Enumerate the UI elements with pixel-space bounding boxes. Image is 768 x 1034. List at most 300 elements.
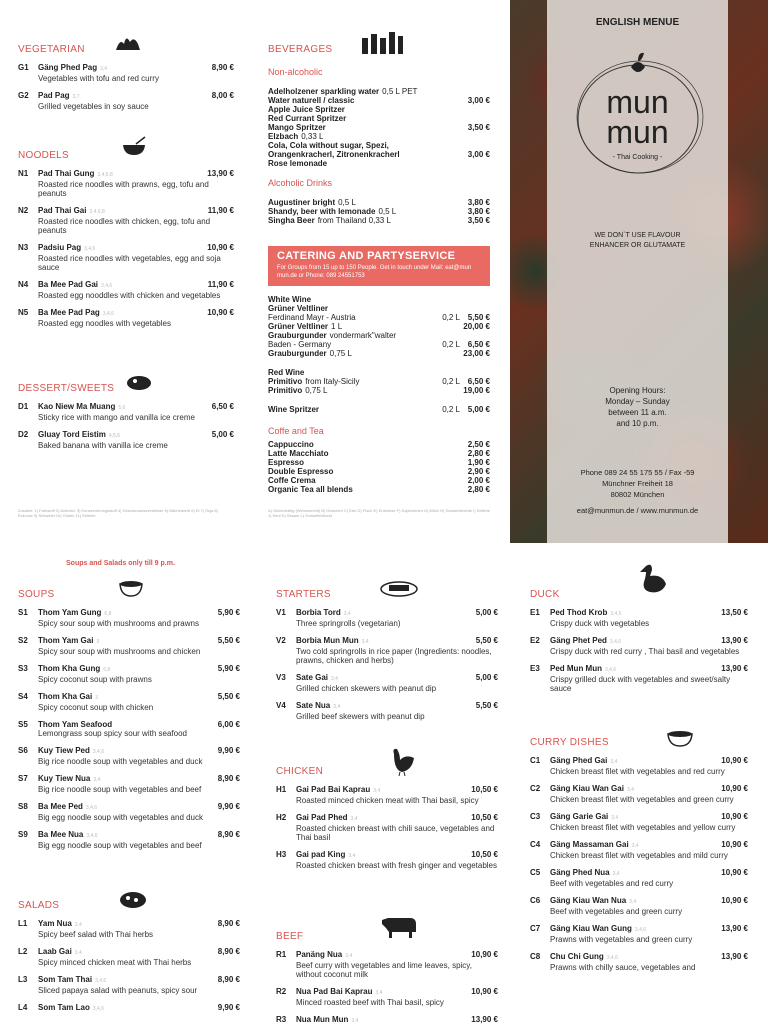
beverage-row xyxy=(268,458,490,467)
bev-list xyxy=(268,368,490,395)
soups-salads-note: Soups and Salads only till 9 p.m. xyxy=(66,560,175,567)
section-title: SOUPS xyxy=(18,589,55,600)
item-price: 8,90 € xyxy=(217,830,240,839)
beverage-row xyxy=(268,485,490,494)
section-title: CURRY DISHES xyxy=(530,737,609,748)
item-name-text: Gäng Phet Ped xyxy=(550,636,607,645)
item-allergens: 3,4,6 xyxy=(606,955,618,961)
item-description: Chicken breast filet with vegetables and mild curry xyxy=(550,851,728,860)
bev-name: Mango Spritzer xyxy=(268,123,326,132)
item-description: Spicy sour soup with mushrooms and chicken xyxy=(38,647,201,656)
item-allergens: 3 xyxy=(96,639,100,645)
item-allergens: 3,4,6 xyxy=(86,833,98,839)
bev-size: from Italy-Sicily xyxy=(305,377,360,386)
item-list xyxy=(530,608,748,693)
item-name xyxy=(550,812,748,823)
item-price: 8,00 € xyxy=(211,91,234,100)
item-name-text: Som Tam Lao xyxy=(38,1003,90,1012)
bev-size: 0,75 L xyxy=(329,349,352,358)
item-name xyxy=(38,206,234,217)
item-description: Chicken breast filet with vegetables and green curry xyxy=(550,795,734,804)
menu-item xyxy=(18,169,234,198)
bev-price: 2,80 € xyxy=(467,485,490,494)
bev-name: Primitivo xyxy=(268,377,303,386)
item-price: 10,90 € xyxy=(207,308,234,317)
beverage-row xyxy=(268,349,490,358)
bev-name: Espresso xyxy=(268,458,305,467)
item-price: 10,50 € xyxy=(471,785,498,794)
item-allergens: 3,4 xyxy=(74,922,82,928)
section-title: NOODELS xyxy=(18,150,70,161)
menu-item xyxy=(276,636,498,665)
item-price: 13,90 € xyxy=(721,664,748,673)
menu-item xyxy=(18,280,234,300)
menu-item xyxy=(276,608,498,628)
bev-name: Rose lemonade xyxy=(268,159,328,168)
item-code: C8 xyxy=(530,952,541,961)
item-allergens: 3,4 xyxy=(375,990,383,996)
menu-item xyxy=(18,919,240,939)
item-allergens: 3,4 xyxy=(626,787,634,793)
wine-spritzer-row xyxy=(268,405,490,414)
bev-name: Orangenkracherl, Zitronenkracherl xyxy=(268,150,400,159)
section-duck xyxy=(530,588,748,701)
menu-item xyxy=(18,608,240,628)
vegetables-icon xyxy=(114,32,142,52)
allergen-note-left: Zusätze: 1) Farbstoff 2) Antioxid. 3) Konservierungsstoff 4) Geschmacksverstärker 5) Milcheiweiß 6) Ei 7) Soja 8) Erdnuss 9) Schwefel 10) Gluten 11) Sellerie xyxy=(18,508,218,518)
item-name xyxy=(296,987,498,998)
bev-price: 23,00 € xyxy=(463,349,490,358)
item-allergens: 5,6 xyxy=(118,405,126,411)
menu-item xyxy=(18,91,234,111)
item-price: 13,90 € xyxy=(721,636,748,645)
item-code: S9 xyxy=(18,830,28,839)
section-chicken xyxy=(276,765,498,878)
item-name xyxy=(38,169,234,180)
item-price: 10,90 € xyxy=(721,784,748,793)
item-price: 5,90 € xyxy=(217,664,240,673)
item-description: Two cold springrolls in rice paper (Ingredients: noodles, prawns, chicken and herbs) xyxy=(296,647,492,665)
item-description: Chicken breast filet with vegetables and yellow curry xyxy=(550,823,736,832)
street: Münchner Freiheit 18 xyxy=(602,479,673,488)
item-description: Crispy grilled duck with vegetables and sweet/salty sauce xyxy=(550,675,731,693)
item-name-text: Sate Gai xyxy=(296,673,329,682)
bev-price: 3,00 € xyxy=(467,150,490,159)
item-price: 9,90 € xyxy=(217,746,240,755)
item-name-text: Gai pad King xyxy=(296,850,346,859)
subsection-nonalc: Non-alcoholic xyxy=(268,67,323,77)
menu-item xyxy=(18,664,240,684)
item-name xyxy=(296,950,498,961)
bev-price: 3,50 € xyxy=(467,123,490,132)
item-price: 9,90 € xyxy=(217,802,240,811)
phone: Phone 089 24 55 175 55 / Fax -59 xyxy=(580,468,695,477)
menu-item xyxy=(276,850,498,870)
menu-item xyxy=(18,206,234,235)
bev-qty: 0,2 L xyxy=(442,340,460,349)
item-price: 11,90 € xyxy=(207,206,234,215)
item-allergens: 3,4,6 xyxy=(609,639,622,645)
item-code: S5 xyxy=(18,720,28,729)
item-name-text: Gäng Phed Pag xyxy=(38,63,98,72)
noodle-bowl-icon xyxy=(120,136,148,156)
item-name-text: Gäng Phed Nua xyxy=(550,868,610,877)
beverage-row xyxy=(268,304,490,313)
item-code: S2 xyxy=(18,636,28,645)
bev-price: 2,90 € xyxy=(467,467,490,476)
bev-list xyxy=(268,295,490,358)
item-description: Spicy coconut soup with chicken xyxy=(38,703,154,712)
bev-price: 19,00 € xyxy=(463,386,490,395)
beverage-row xyxy=(268,141,490,150)
salad-bowl-icon xyxy=(119,890,147,910)
item-name-text: Laab Gai xyxy=(38,947,72,956)
item-price: 10,90 € xyxy=(721,756,748,765)
item-code: C2 xyxy=(530,784,541,793)
menu-item xyxy=(530,784,748,804)
hours-title: Opening Hours: xyxy=(609,386,666,395)
web-contact: eat@munmun.de / www.munmun.de xyxy=(576,506,699,515)
item-price: 10,90 € xyxy=(207,243,234,252)
menu-item xyxy=(530,896,748,916)
item-name-text: Gäng Kiau Wan Gai xyxy=(550,784,624,793)
item-allergens: 3,4,6 xyxy=(610,611,622,617)
item-name xyxy=(38,692,240,703)
bev-size: vondermark"walter xyxy=(329,331,397,340)
menu-item xyxy=(18,774,240,794)
english-menu-label: ENGLISH MENUE xyxy=(595,17,680,28)
menu-item xyxy=(18,430,234,450)
item-description: Beef with vegetables and red curry xyxy=(550,879,674,888)
item-description: Lemongrass soup spicy sour with seafood xyxy=(38,729,187,738)
item-description: Roasted egg noodles with vegetables xyxy=(38,319,171,328)
item-code: H3 xyxy=(276,850,287,859)
item-list xyxy=(276,608,498,721)
item-name xyxy=(296,608,498,619)
bev-size: Baden - Germany xyxy=(268,340,332,349)
subsection-alc: Alcoholic Drinks xyxy=(268,178,333,188)
logo-line-2: mun xyxy=(606,114,669,150)
item-name xyxy=(550,840,748,851)
bev-name: Apple Juice Spritzer xyxy=(268,105,345,114)
cover-panel xyxy=(510,0,768,543)
item-name xyxy=(38,243,234,254)
item-name xyxy=(38,280,234,291)
item-description: Roasted chicken breast with fresh ginger and vegetables xyxy=(296,861,498,870)
item-name xyxy=(38,636,240,647)
item-name-text: Nua Pad Bai Kaprau xyxy=(296,987,373,996)
subsection-coffee: Coffe and Tea xyxy=(268,426,324,436)
item-name-text: Thom Yam Gung xyxy=(38,608,102,617)
item-name-text: Pad Thai Gung xyxy=(38,169,95,178)
menu-item xyxy=(18,402,234,422)
item-price: 5,50 € xyxy=(475,636,498,645)
section-title: STARTERS xyxy=(276,589,331,600)
bev-name: White Wine xyxy=(268,295,312,304)
beverage-row xyxy=(268,476,490,485)
item-price: 10,50 € xyxy=(471,813,498,822)
item-allergens: 3,4 xyxy=(100,66,108,72)
item-allergens: 3,4 xyxy=(348,853,356,859)
item-code: V3 xyxy=(276,673,286,682)
item-name xyxy=(38,746,240,757)
beverage-row xyxy=(268,377,490,386)
bev-name: Singha Beer xyxy=(268,216,315,225)
item-price: 8,90 € xyxy=(211,63,234,72)
item-price: 5,00 € xyxy=(475,608,498,617)
item-code: N5 xyxy=(18,308,29,317)
curry-bowl-icon xyxy=(666,728,694,748)
bev-name: Adelholzener sparkling water xyxy=(268,87,380,96)
bev-size: 0,5 L PET xyxy=(382,87,418,96)
menu-item xyxy=(530,664,748,693)
bev-price: 6,50 € xyxy=(467,340,490,349)
menu-item xyxy=(18,746,240,766)
bev-price: 5,00 € xyxy=(467,405,490,414)
item-price: 10,90 € xyxy=(721,868,748,877)
item-name xyxy=(38,1003,240,1014)
item-name-text: Kuy Tiew Nua xyxy=(38,774,91,783)
item-allergens: 3,4 xyxy=(631,843,639,849)
menu-item xyxy=(18,308,234,328)
item-list xyxy=(530,756,748,972)
section-curry xyxy=(530,736,748,980)
menu-item xyxy=(530,756,748,776)
item-code: C5 xyxy=(530,868,541,877)
item-allergens: 3,4 xyxy=(612,871,620,877)
menu-item xyxy=(530,868,748,888)
item-description: Big rice noodle soup with vegetables and duck xyxy=(38,757,203,766)
item-allergens: 3,4 xyxy=(611,815,619,821)
beverage-row xyxy=(268,386,490,395)
beverage-row xyxy=(268,132,490,141)
bev-size: 0,5 L xyxy=(378,207,397,216)
item-name xyxy=(550,608,748,619)
item-code: R1 xyxy=(276,950,287,959)
item-price: 13,50 € xyxy=(721,608,748,617)
bev-name: Water naturell / classic xyxy=(268,96,355,105)
menu-item xyxy=(530,812,748,832)
item-code: S3 xyxy=(18,664,28,673)
bev-name: Wine Spritzer xyxy=(268,405,320,414)
item-name xyxy=(38,664,240,675)
bev-price: 2,50 € xyxy=(467,440,490,449)
section-title: BEEF xyxy=(276,931,304,942)
bev-name: Grauburgunder xyxy=(268,349,327,358)
item-name-text: Ba Mee Pad Pag xyxy=(38,308,100,317)
item-price: 10,90 € xyxy=(471,950,498,959)
menu-item xyxy=(530,636,748,656)
item-price: 10,90 € xyxy=(471,987,498,996)
item-allergens: 3,4,6 xyxy=(101,283,113,289)
bev-name: Coffe Crema xyxy=(268,476,316,485)
bev-qty: 0,2 L xyxy=(442,313,460,322)
item-allergens: 3 xyxy=(95,695,99,701)
menu-item xyxy=(276,950,498,979)
item-price: 5,50 € xyxy=(475,701,498,710)
item-code: H1 xyxy=(276,785,287,794)
item-name xyxy=(38,802,240,813)
item-name xyxy=(38,63,234,74)
item-price: 5,50 € xyxy=(217,636,240,645)
menu-item xyxy=(276,813,498,842)
item-description: Beef curry with vegetables and lime leaves, spicy, without coconut milk xyxy=(296,961,472,979)
menu-item xyxy=(530,840,748,860)
cow-icon xyxy=(380,912,420,940)
item-description: Chicken breast filet with vegetables and red curry xyxy=(550,767,725,776)
menu-item xyxy=(530,952,748,972)
item-allergens: 3,4 xyxy=(333,704,341,710)
section-vegetarian xyxy=(18,43,234,119)
bev-name: Grüner Veltliner xyxy=(268,304,329,313)
item-price: 8,90 € xyxy=(217,774,240,783)
bev-name: Latte Macchiato xyxy=(268,449,329,458)
item-description: Roasted egg nooddles with chicken and vegetables xyxy=(38,291,221,300)
item-code: N2 xyxy=(18,206,29,215)
menu-item xyxy=(18,720,240,738)
bev-name: Double Espresso xyxy=(268,467,334,476)
bev-qty: 0,2 L xyxy=(442,405,460,414)
item-price: 10,90 € xyxy=(721,896,748,905)
item-code: S7 xyxy=(18,774,28,783)
item-name-text: Gluay Tord Eistim xyxy=(38,430,106,439)
item-name xyxy=(38,975,240,986)
item-list xyxy=(18,608,240,850)
bev-qty: 0,2 L xyxy=(442,377,460,386)
item-description: Spicy sour soup with mushrooms and prawns xyxy=(38,619,199,628)
section-beef xyxy=(276,930,498,1034)
item-code: C3 xyxy=(530,812,541,821)
item-price: 8,90 € xyxy=(217,947,240,956)
item-description: Beef with vegetables and green curry xyxy=(550,907,683,916)
item-description: Prawns with chilly sauce, vegetables and xyxy=(550,963,696,972)
item-price: 13,90 € xyxy=(207,169,234,178)
item-description: Big rice noodle soup with vegetables and beef xyxy=(38,785,202,794)
item-description: Grilled vegetables in soy sauce xyxy=(38,102,149,111)
item-description: Minced roasted beef with Thai basil, spicy xyxy=(296,998,444,1007)
item-name-text: Padsiu Pag xyxy=(38,243,82,252)
bev-price: 3,00 € xyxy=(467,96,490,105)
section-soups xyxy=(18,588,240,858)
section-title: DESSERT/SWEETS xyxy=(18,383,115,394)
menu-item xyxy=(18,975,240,995)
item-name xyxy=(296,1015,498,1026)
item-code: N3 xyxy=(18,243,29,252)
starters-plate-icon xyxy=(380,578,418,598)
item-allergens: 3,4 xyxy=(610,759,618,765)
item-name xyxy=(296,785,498,796)
item-name-text: Gai Pad Phed xyxy=(296,813,348,822)
item-name-text: Kuy Tiew Ped xyxy=(38,746,90,755)
item-price: 8,90 € xyxy=(217,975,240,984)
section-salads xyxy=(18,899,240,1022)
menu-item xyxy=(530,924,748,944)
bev-list xyxy=(268,87,490,168)
item-name xyxy=(550,664,748,675)
item-name-text: Gäng Kiau Wan Nua xyxy=(550,896,627,905)
item-allergens: 3,4,6 xyxy=(95,978,107,984)
item-allergens: 3,4 xyxy=(93,777,101,783)
item-name-text: Pad Thai Gai xyxy=(38,206,87,215)
bev-name: Organic Tea all blends xyxy=(268,485,353,494)
bev-price: 3,80 € xyxy=(467,198,490,207)
item-description: Vegetables with tofu and red curry xyxy=(38,74,159,83)
city: 80802 München xyxy=(610,490,665,499)
menu-item xyxy=(18,63,234,83)
item-allergens: 6,8 xyxy=(103,667,111,673)
menu-item xyxy=(18,830,240,850)
bev-price: 3,80 € xyxy=(467,207,490,216)
item-name xyxy=(550,952,748,963)
item-name-text: Ped Thod Krob xyxy=(550,608,608,617)
dessert-icon xyxy=(125,372,153,392)
item-name xyxy=(38,919,240,930)
item-allergens: 3,4,6,8 xyxy=(89,209,105,215)
item-code: N4 xyxy=(18,280,29,289)
catering-text: For Groups from 15 up to 150 People. Get in touch under Mail: eat@mun mun.de or Phone: 089 24551753 xyxy=(277,265,472,279)
bev-name: Grauburgunder xyxy=(268,331,327,340)
item-description: Baked banana with vanilla ice creme xyxy=(38,441,168,450)
item-name xyxy=(550,868,748,879)
menu-item xyxy=(18,1003,240,1014)
item-code: L2 xyxy=(18,947,28,956)
beverage-row xyxy=(268,340,490,349)
item-name-text: Ba Mee Nua xyxy=(38,830,84,839)
item-list xyxy=(18,63,234,111)
item-price: 11,90 € xyxy=(207,280,234,289)
item-allergens: 3,4 xyxy=(331,676,338,682)
item-list xyxy=(276,950,498,1026)
item-description: Roasted chicken breast with chili sauce, vegetables and Thai basil xyxy=(296,824,495,842)
menu-item xyxy=(276,701,498,721)
item-code: L3 xyxy=(18,975,28,984)
item-code: E2 xyxy=(530,636,540,645)
hours-time-2: and 10 p.m. xyxy=(616,419,659,428)
item-name-text: Kao Niew Ma Muang xyxy=(38,402,116,411)
item-name-text: Thom Kha Gai xyxy=(38,692,93,701)
item-code: R2 xyxy=(276,987,287,996)
item-name-text: Thom Yam Seafood xyxy=(38,720,113,729)
bev-size: 0,33 L xyxy=(301,132,324,141)
logo-line-1: mun xyxy=(606,84,669,120)
item-description: Prawns with vegetables and green curry xyxy=(550,935,693,944)
item-name-text: Gäng Garie Gai xyxy=(550,812,609,821)
bev-name: Shandy, beer with lemonade xyxy=(268,207,376,216)
beverage-row xyxy=(268,440,490,449)
item-name xyxy=(38,402,234,413)
item-code: V1 xyxy=(276,608,286,617)
beverage-row xyxy=(268,313,490,322)
item-name xyxy=(38,91,234,102)
item-description: Spicy coconut soup with prawns xyxy=(38,675,152,684)
item-code: D2 xyxy=(18,430,29,439)
beverage-row xyxy=(268,96,490,105)
item-description: Grilled chicken skewers with peanut dip xyxy=(296,684,437,693)
beverage-row xyxy=(268,295,490,304)
item-price: 10,90 € xyxy=(721,840,748,849)
beverage-row xyxy=(268,331,490,340)
beverage-row xyxy=(268,216,490,225)
section-title: BEVERAGES xyxy=(268,44,333,55)
item-description: Crispy duck with red curry , Thai basil and vegetables xyxy=(550,647,740,656)
section-title: CHICKEN xyxy=(276,766,324,777)
item-name xyxy=(38,774,240,785)
item-price: 8,90 € xyxy=(217,919,240,928)
item-code: E3 xyxy=(530,664,540,673)
item-list xyxy=(18,402,234,450)
menu-item xyxy=(276,673,498,693)
menu-item xyxy=(18,636,240,656)
